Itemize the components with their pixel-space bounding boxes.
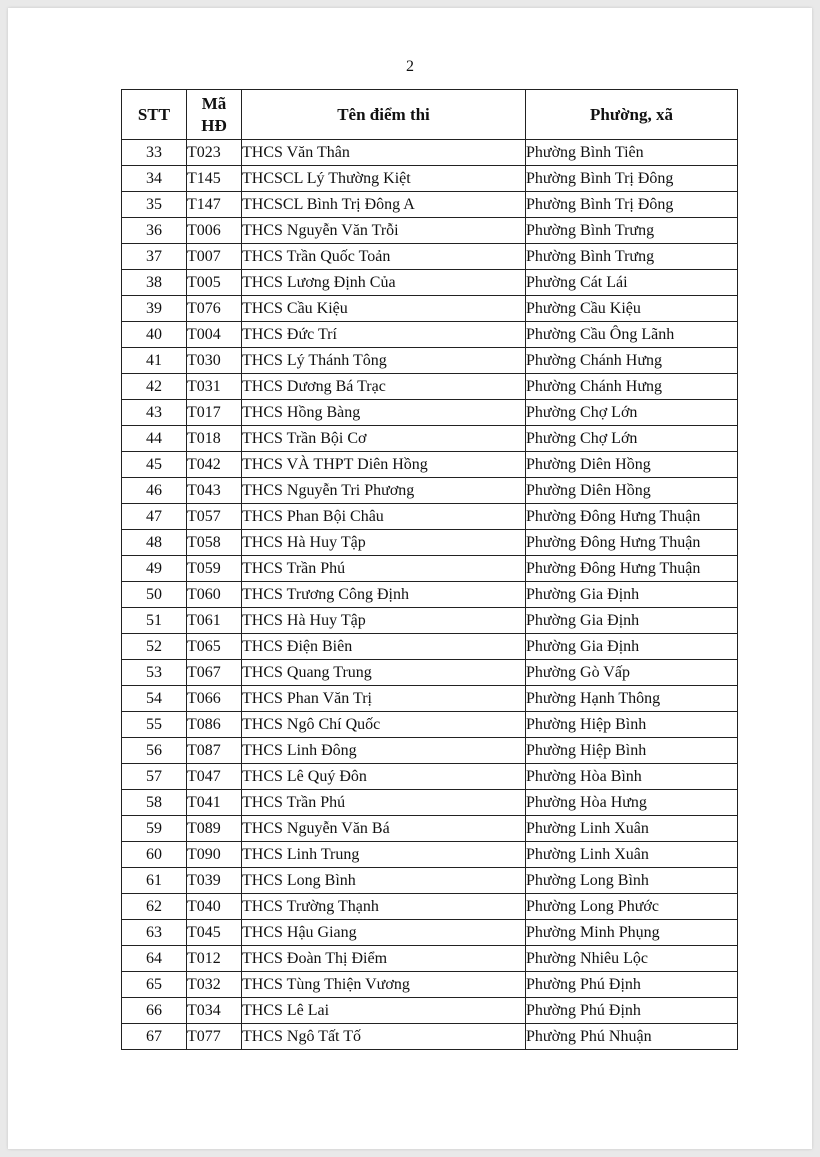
table-header-row xyxy=(122,90,738,140)
row-exam-code: T076 xyxy=(187,296,242,322)
row-exam-code: T147 xyxy=(187,192,242,218)
row-site-name: THCS Đoàn Thị Điểm xyxy=(242,946,526,972)
row-stt: 33 xyxy=(122,140,187,166)
row-site-name: THCS Quang Trung xyxy=(242,660,526,686)
row-exam-code: T018 xyxy=(187,426,242,452)
row-stt: 56 xyxy=(122,738,187,764)
row-exam-code: T004 xyxy=(187,322,242,348)
row-stt: 60 xyxy=(122,842,187,868)
row-site-name: THCS Trường Thạnh xyxy=(242,894,526,920)
row-ward: Phường Chợ Lớn xyxy=(526,400,738,426)
table-row xyxy=(122,686,738,712)
row-site-name: THCS Long Bình xyxy=(242,868,526,894)
row-stt: 63 xyxy=(122,920,187,946)
table-row xyxy=(122,504,738,530)
row-exam-code: T040 xyxy=(187,894,242,920)
row-ward: Phường Bình Trị Đông xyxy=(526,166,738,192)
row-site-name: THCSCL Lý Thường Kiệt xyxy=(242,166,526,192)
row-ward: Phường Bình Trị Đông xyxy=(526,192,738,218)
row-exam-code: T043 xyxy=(187,478,242,504)
row-exam-code: T059 xyxy=(187,556,242,582)
row-exam-code: T034 xyxy=(187,998,242,1024)
row-site-name: THCS Linh Trung xyxy=(242,842,526,868)
table-row xyxy=(122,608,738,634)
table-row xyxy=(122,244,738,270)
row-stt: 43 xyxy=(122,400,187,426)
table-row xyxy=(122,478,738,504)
row-ward: Phường Hòa Bình xyxy=(526,764,738,790)
row-stt: 51 xyxy=(122,608,187,634)
table-row xyxy=(122,400,738,426)
table-row xyxy=(122,634,738,660)
document-page xyxy=(8,8,812,1149)
row-stt: 50 xyxy=(122,582,187,608)
row-exam-code: T086 xyxy=(187,712,242,738)
table-row xyxy=(122,374,738,400)
header-stt: STT xyxy=(122,90,187,140)
table-row xyxy=(122,296,738,322)
row-stt: 64 xyxy=(122,946,187,972)
table-row xyxy=(122,426,738,452)
row-stt: 53 xyxy=(122,660,187,686)
table-row xyxy=(122,218,738,244)
row-exam-code: T041 xyxy=(187,790,242,816)
row-ward: Phường Diên Hồng xyxy=(526,478,738,504)
row-stt: 58 xyxy=(122,790,187,816)
row-site-name: THCS Điện Biên xyxy=(242,634,526,660)
row-ward: Phường Phú Nhuận xyxy=(526,1024,738,1050)
row-stt: 40 xyxy=(122,322,187,348)
row-ward: Phường Gò Vấp xyxy=(526,660,738,686)
row-ward: Phường Minh Phụng xyxy=(526,920,738,946)
table-row xyxy=(122,946,738,972)
page-number: 2 xyxy=(406,58,414,75)
row-site-name: THCS Hồng Bàng xyxy=(242,400,526,426)
header-site-name: Tên điểm thi xyxy=(242,90,526,140)
row-site-name: THCS Văn Thân xyxy=(242,140,526,166)
row-ward: Phường Diên Hồng xyxy=(526,452,738,478)
row-site-name: THCS Lương Định Của xyxy=(242,270,526,296)
row-stt: 38 xyxy=(122,270,187,296)
row-site-name: THCS Trần Phú xyxy=(242,556,526,582)
row-ward: Phường Chánh Hưng xyxy=(526,374,738,400)
row-site-name: THCS Trương Công Định xyxy=(242,582,526,608)
table-row xyxy=(122,764,738,790)
row-exam-code: T077 xyxy=(187,1024,242,1050)
row-exam-code: T042 xyxy=(187,452,242,478)
table-row xyxy=(122,660,738,686)
row-stt: 36 xyxy=(122,218,187,244)
row-exam-code: T057 xyxy=(187,504,242,530)
row-exam-code: T012 xyxy=(187,946,242,972)
row-site-name: THCS Hà Huy Tập xyxy=(242,608,526,634)
row-ward: Phường Hiệp Bình xyxy=(526,738,738,764)
row-stt: 47 xyxy=(122,504,187,530)
row-exam-code: T060 xyxy=(187,582,242,608)
row-stt: 37 xyxy=(122,244,187,270)
row-site-name: THCS Phan Bội Châu xyxy=(242,504,526,530)
row-site-name: THCS Nguyễn Tri Phương xyxy=(242,478,526,504)
row-exam-code: T090 xyxy=(187,842,242,868)
exam-sites-table xyxy=(121,89,738,1050)
row-ward: Phường Gia Định xyxy=(526,582,738,608)
table-row xyxy=(122,530,738,556)
table-row xyxy=(122,868,738,894)
row-ward: Phường Long Phước xyxy=(526,894,738,920)
header-code xyxy=(187,90,242,140)
table-row xyxy=(122,556,738,582)
row-stt: 42 xyxy=(122,374,187,400)
row-site-name: THCS Ngô Chí Quốc xyxy=(242,712,526,738)
row-ward: Phường Bình Trưng xyxy=(526,218,738,244)
row-stt: 44 xyxy=(122,426,187,452)
row-exam-code: T039 xyxy=(187,868,242,894)
table-row xyxy=(122,972,738,998)
table-row xyxy=(122,816,738,842)
row-ward: Phường Chợ Lớn xyxy=(526,426,738,452)
row-ward: Phường Phú Định xyxy=(526,972,738,998)
row-stt: 66 xyxy=(122,998,187,1024)
row-site-name: THCS Trần Phú xyxy=(242,790,526,816)
row-exam-code: T047 xyxy=(187,764,242,790)
row-site-name: THCS Cầu Kiệu xyxy=(242,296,526,322)
row-stt: 46 xyxy=(122,478,187,504)
row-ward: Phường Gia Định xyxy=(526,634,738,660)
row-exam-code: T030 xyxy=(187,348,242,374)
row-ward: Phường Đông Hưng Thuận xyxy=(526,530,738,556)
row-ward: Phường Gia Định xyxy=(526,608,738,634)
row-ward: Phường Bình Tiên xyxy=(526,140,738,166)
header-ward: Phường, xã xyxy=(526,90,738,140)
row-exam-code: T145 xyxy=(187,166,242,192)
row-site-name: THCSCL Bình Trị Đông A xyxy=(242,192,526,218)
row-stt: 45 xyxy=(122,452,187,478)
table-row xyxy=(122,140,738,166)
table-row xyxy=(122,270,738,296)
row-stt: 52 xyxy=(122,634,187,660)
row-stt: 59 xyxy=(122,816,187,842)
row-ward: Phường Nhiêu Lộc xyxy=(526,946,738,972)
row-exam-code: T066 xyxy=(187,686,242,712)
row-stt: 49 xyxy=(122,556,187,582)
row-site-name: THCS Lê Lai xyxy=(242,998,526,1024)
table-row xyxy=(122,998,738,1024)
row-exam-code: T065 xyxy=(187,634,242,660)
table-row xyxy=(122,322,738,348)
row-site-name: THCS Linh Đông xyxy=(242,738,526,764)
row-exam-code: T061 xyxy=(187,608,242,634)
row-exam-code: T089 xyxy=(187,816,242,842)
table-row xyxy=(122,842,738,868)
row-site-name: THCS VÀ THPT Diên Hồng xyxy=(242,452,526,478)
table-row xyxy=(122,192,738,218)
table-row xyxy=(122,166,738,192)
row-exam-code: T045 xyxy=(187,920,242,946)
row-exam-code: T031 xyxy=(187,374,242,400)
row-site-name: THCS Trần Quốc Toản xyxy=(242,244,526,270)
table-row xyxy=(122,452,738,478)
row-ward: Phường Bình Trưng xyxy=(526,244,738,270)
row-exam-code: T007 xyxy=(187,244,242,270)
row-ward: Phường Cầu Kiệu xyxy=(526,296,738,322)
row-stt: 54 xyxy=(122,686,187,712)
table-row xyxy=(122,712,738,738)
row-exam-code: T017 xyxy=(187,400,242,426)
row-exam-code: T067 xyxy=(187,660,242,686)
table-row xyxy=(122,348,738,374)
row-stt: 34 xyxy=(122,166,187,192)
table-row xyxy=(122,790,738,816)
table-row xyxy=(122,582,738,608)
row-exam-code: T032 xyxy=(187,972,242,998)
row-ward: Phường Long Bình xyxy=(526,868,738,894)
row-site-name: THCS Ngô Tất Tố xyxy=(242,1024,526,1050)
table-row xyxy=(122,920,738,946)
row-ward: Phường Chánh Hưng xyxy=(526,348,738,374)
row-exam-code: T005 xyxy=(187,270,242,296)
row-site-name: THCS Lê Quý Đôn xyxy=(242,764,526,790)
row-ward: Phường Linh Xuân xyxy=(526,842,738,868)
row-exam-code: T058 xyxy=(187,530,242,556)
row-stt: 57 xyxy=(122,764,187,790)
row-ward: Phường Hạnh Thông xyxy=(526,686,738,712)
row-ward: Phường Phú Định xyxy=(526,998,738,1024)
row-stt: 62 xyxy=(122,894,187,920)
row-stt: 55 xyxy=(122,712,187,738)
row-stt: 35 xyxy=(122,192,187,218)
row-ward: Phường Cầu Ông Lãnh xyxy=(526,322,738,348)
row-ward: Phường Hiệp Bình xyxy=(526,712,738,738)
row-stt: 48 xyxy=(122,530,187,556)
row-ward: Phường Linh Xuân xyxy=(526,816,738,842)
row-site-name: THCS Dương Bá Trạc xyxy=(242,374,526,400)
row-ward: Phường Cát Lái xyxy=(526,270,738,296)
table-row xyxy=(122,1024,738,1050)
row-ward: Phường Đông Hưng Thuận xyxy=(526,504,738,530)
row-site-name: THCS Hà Huy Tập xyxy=(242,530,526,556)
row-site-name: THCS Nguyễn Văn Bá xyxy=(242,816,526,842)
row-ward: Phường Hòa Hưng xyxy=(526,790,738,816)
row-site-name: THCS Trần Bội Cơ xyxy=(242,426,526,452)
table-row xyxy=(122,738,738,764)
row-exam-code: T023 xyxy=(187,140,242,166)
row-site-name: THCS Đức Trí xyxy=(242,322,526,348)
table-body xyxy=(122,140,738,1050)
row-site-name: THCS Lý Thánh Tông xyxy=(242,348,526,374)
row-exam-code: T087 xyxy=(187,738,242,764)
row-stt: 65 xyxy=(122,972,187,998)
row-site-name: THCS Hậu Giang xyxy=(242,920,526,946)
row-site-name: THCS Nguyễn Văn Trỗi xyxy=(242,218,526,244)
row-stt: 41 xyxy=(122,348,187,374)
row-stt: 61 xyxy=(122,868,187,894)
row-stt: 39 xyxy=(122,296,187,322)
header-code-line2: HĐ xyxy=(201,115,227,135)
row-site-name: THCS Phan Văn Trị xyxy=(242,686,526,712)
header-code-line1: Mã xyxy=(201,93,227,113)
table-row xyxy=(122,894,738,920)
row-site-name: THCS Tùng Thiện Vương xyxy=(242,972,526,998)
row-exam-code: T006 xyxy=(187,218,242,244)
row-ward: Phường Đông Hưng Thuận xyxy=(526,556,738,582)
row-stt: 67 xyxy=(122,1024,187,1050)
